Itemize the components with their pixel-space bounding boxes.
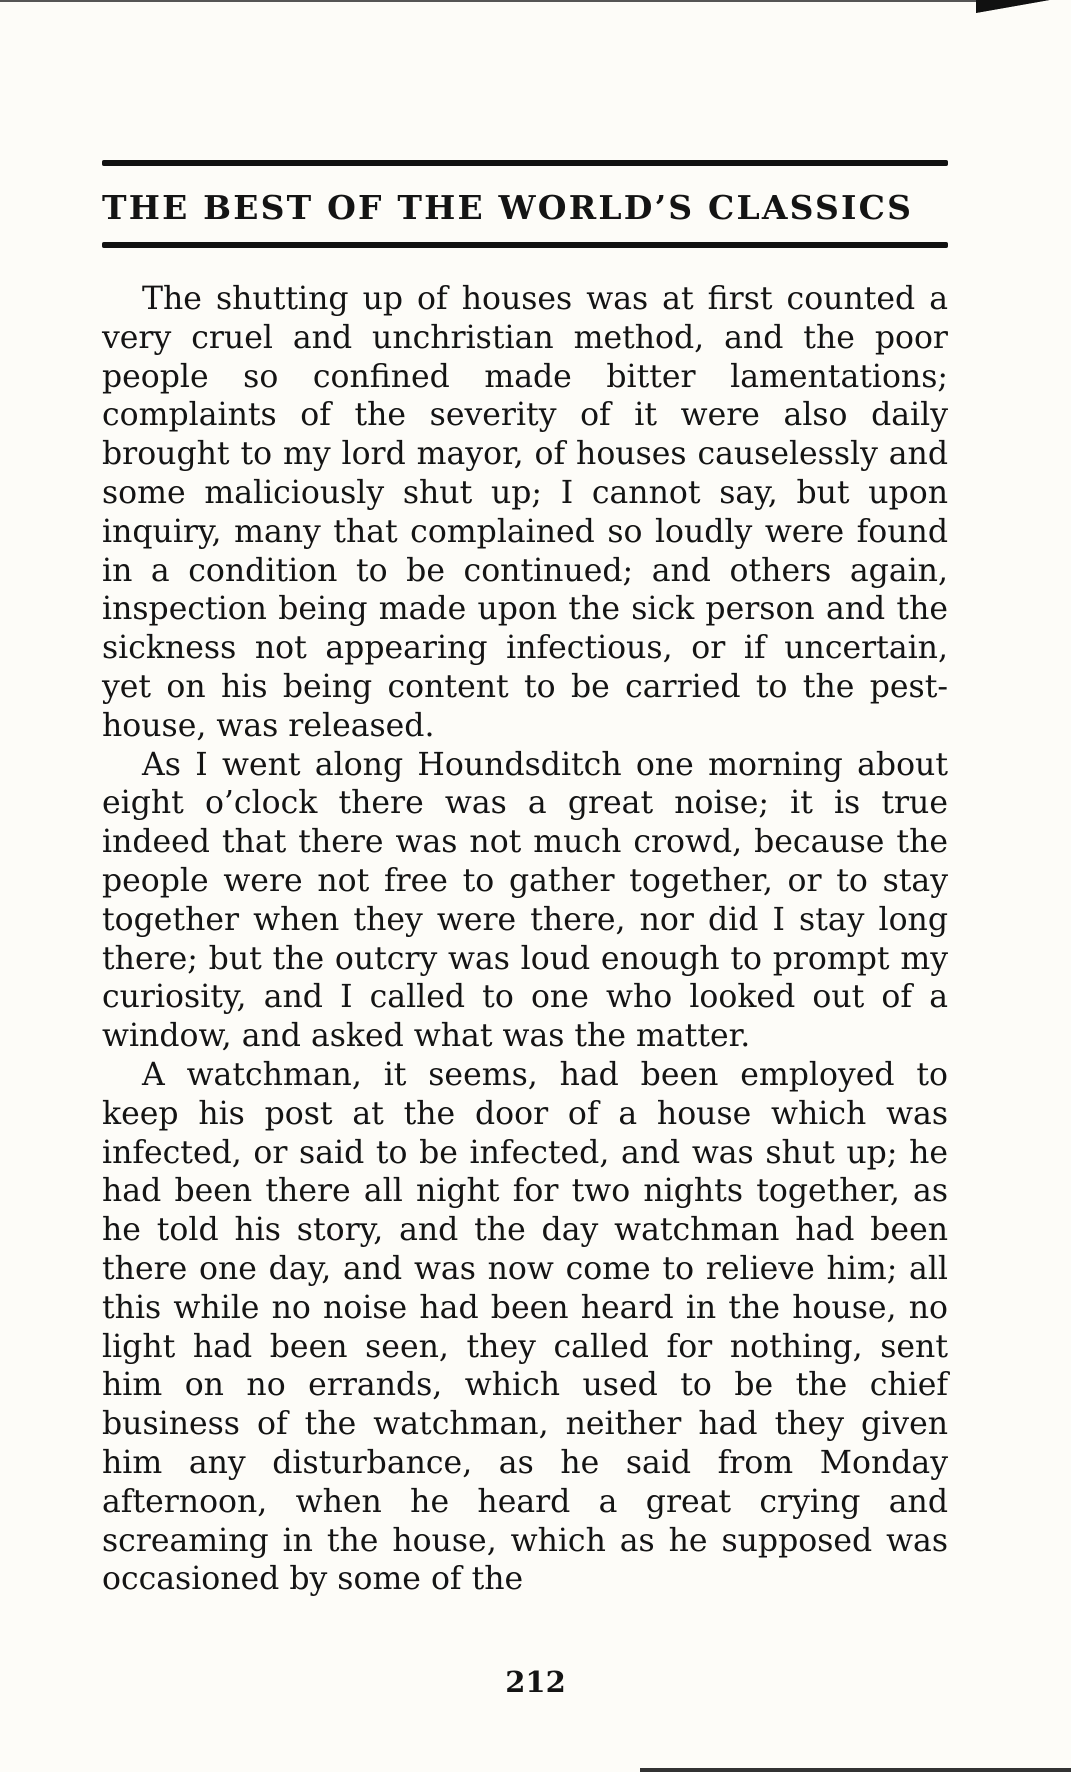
body-text [102, 280, 948, 1599]
running-head: THE BEST OF THE WORLD’S CLASSICS [102, 188, 914, 227]
page-top-edge [0, 0, 1000, 2]
paragraph-1: The shutting up of houses was at first counted a very cruel and unchristian method, and the poor people so confined made bitter lamentations; complaints of the severity of it were also daily brought to my lord mayor, of houses causelessly and some maliciously shut up; I cannot say, but upon inquiry, many that complained so loudly were found in a condition to be continued; and others again, inspection being made upon the sick person and the sickness not appearing infectious, or if uncertain, yet on his being content to be carried to the pest-house, was released. [102, 281, 948, 744]
header-rule-top [102, 160, 948, 166]
page-bottom-edge [640, 1768, 1071, 1772]
paragraph-3: A watchman, it seems, had been employed to keep his post at the door of a house which was infected, or said to be infected, and was shut up; he had been there all night for two nights together, as he told his story, and the day watchman had been there one day, and was now come to relieve him; all this while no noise had been heard in the house, no light had been seen, they called for nothing, sent him on no errands, which used to be the chief business of the watchman, neither had they given him any disturbance, as he said from Monday afternoon, when he heard a great crying and screaming in the house, which as he supposed was occasioned by some of the [102, 1056, 948, 1598]
page-number: 212 [505, 1665, 566, 1699]
header-rule-bottom [102, 242, 948, 248]
paragraph-2: As I went along Houndsditch one morning about eight o’clock there was a great noise; it is true indeed that there was not much crowd, because the people were not free to gather together, or to stay together when they were there, nor did I stay long there; but the outcry was loud enough to prompt my curiosity, and I called to one who looked out of a window, and asked what was the matter. [102, 746, 948, 1055]
page-corner-shadow [976, 0, 1071, 20]
